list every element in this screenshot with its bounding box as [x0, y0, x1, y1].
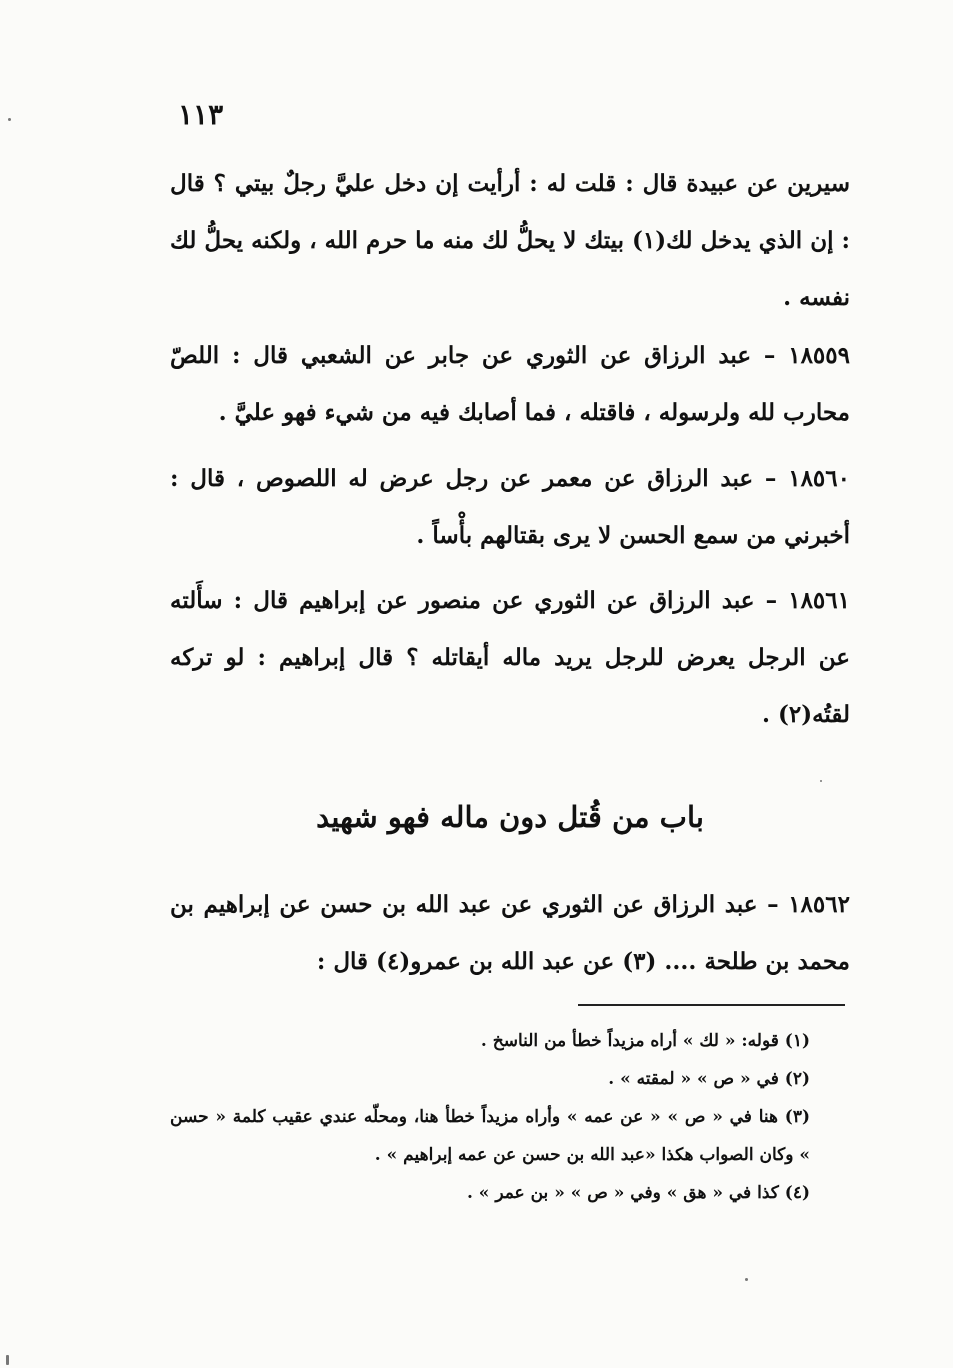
footnote-1: (١) قوله: « لك » أراه مزيداً خطأ من الناسخ .	[480, 1031, 810, 1051]
footnote-3: (٣) هنا في « ص » « عن عمه » وأراه مزيداً خطأ هنا، ومحلّه عندي عقيب كلمة « حسن » وكان الصواب هكذا «عبد الله بن حسن عن عمه إبراهيم » .	[170, 1107, 810, 1165]
paragraph-text: – عبد الرزاق عن الثوري عن منصور عن إبراهيم قال : سأَلته عن الرجل يعرض للرجل يريد ماله أيقاتله ؟ قال إبراهيم : لو تركه لقتُه(٢) .	[170, 587, 850, 728]
hadith-number: ١٨٥٦٠	[788, 465, 850, 492]
chapter-heading: باب من قُتل دون ماله فهو شهيد	[316, 800, 704, 834]
paragraph-18559	[170, 327, 850, 441]
page-number: ١١٣	[178, 98, 224, 131]
paragraph-text: – عبد الرزاق عن الثوري عن جابر عن الشعبي قال : اللصّ محارب لله ولرسوله ، فاقتله ، فما أصابك فيه من شيء فهو عليَّ .	[170, 342, 850, 426]
paragraph-text: – عبد الرزاق عن الثوري عن عبد الله بن حسن عن إبراهيم بن محمد بن طلحة .... (٣) عن عبد الله بن عمرو(٤) قال :	[170, 891, 850, 975]
paragraph-continued	[170, 155, 850, 326]
paragraph-text: سيرين عن عبيدة قال : قلت له : أرأيت إن دخل عليَّ رجلٌ بيتي ؟ قال : إن الذي يدخل لك(١) بيتك لا يحلُّ لك منه ما حرم الله ، ولكنه يحلُّ لك نفسه .	[170, 170, 850, 311]
hadith-number: ١٨٥٦١	[788, 587, 850, 614]
paragraph-18561	[170, 572, 850, 743]
footnote-2: (٢) في « ص » « لمقته » .	[608, 1069, 810, 1089]
paragraph-text: – عبد الرزاق عن معمر عن رجل عرض له اللصوص ، قال : أخبرني من سمع الحسن لا يرى بقتالهم بأْساً .	[170, 465, 850, 549]
paragraph-18560	[170, 450, 850, 564]
footnote-separator	[578, 1004, 845, 1006]
footnote-4: (٤) كذا في « هق » وفي « ص » « بن عمر » .	[466, 1183, 810, 1203]
footnotes	[170, 1022, 840, 1212]
hadith-number: ١٨٥٦٢	[788, 891, 850, 918]
paragraph-18562	[170, 876, 850, 990]
hadith-number: ١٨٥٥٩	[788, 342, 850, 369]
